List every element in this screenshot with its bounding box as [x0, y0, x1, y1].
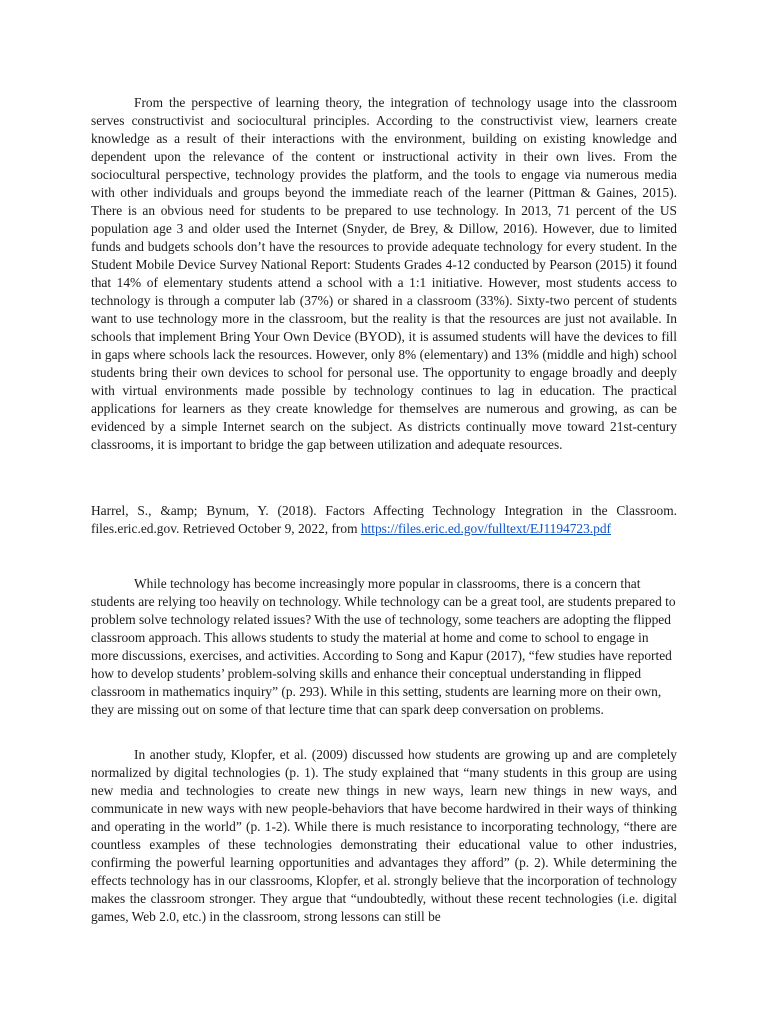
- reference-citation: [91, 502, 677, 538]
- body-paragraph-learning-theory: From the perspective of learning theory, the integration of technology usage into the classroom serves constructivist and sociocultural principles. According to the constructivist view, learners create knowledge as a result of their interactions with the environment, building on existing knowledge and dependent upon the relevance of the content or instructional activity in their own lives. From the sociocultural perspective, technology provides the platform, and the tools to engage via numerous media with other individuals and groups beyond the immediate reach of the learner (Pittman & Gaines, 2015). There is an obvious need for students to be prepared to use technology. In 2013, 71 percent of the US population age 3 and older used the Internet (Snyder, de Brey, & Dillow, 2016). However, due to limited funds and budgets schools don’t have the resources to provide adequate technology for every student. In the Student Mobile Device Survey National Report: Students Grades 4-12 conducted by Pearson (2015) it found that 14% of elementary students attend a school with a 1:1 initiative. However, most students access to technology is through a computer lab (37%) or shared in a classroom (33%). Sixty-two percent of students want to use technology more in the classroom, but the reality is that the resources are just not available. In schools that implement Bring Your Own Device (BYOD), it is assumed students will have the devices to fill in gaps where schools lack the resources. However, only 8% (elementary) and 13% (middle and high) school students bring their own devices to school for personal use. The opportunity to engage broadly and deeply with virtual environments made possible by technology continues to lag in education. The practical applications for learners as they create knowledge for themselves are numerous and growing, as can be evidenced by a simple Internet search on the subject. As districts continually move toward 21st-century classrooms, it is important to bridge the gap between utilization and adequate resources.: [91, 95, 677, 452]
- body-paragraph-flipped-classroom: While technology has become increasingly more popular in classrooms, there is a concern that students are relying too heavily on technology. While technology can be a great tool, are students prepared to problem solve technology related issues? With the use of technology, some teachers are adopting the flipped classroom approach. This allows students to study the material at home and come to school to engage in more discussions, exercises, and activities. According to Song and Kapur (2017), “few studies have reported how to develop students’ problem-solving skills and enhance their conceptual understanding in flipped classroom in mathematics inquiry” (p. 293). While in this setting, students are learning more on their own, they are missing out on some of that lecture time that can spark deep conversation on problems.: [91, 576, 676, 717]
- body-paragraph-klopfer-study: In another study, Klopfer, et al. (2009) discussed how students are growing up and are completely normalized by digital technologies (p. 1). The study explained that “many students in this group are using new media and technologies to create new things in new ways, learn new things in new ways, and communicate in new ways with new people-behaviors that have become hardwired in their ways of thinking and operating in the world” (p. 1-2). While there is much resistance to incorporating technology, “there are countless examples of these technologies demonstrating their educational value to other industries, confirming the powerful learning opportunities and advantages they afford” (p. 2). While determining the effects technology has in our classrooms, Klopfer, et al. strongly believe that the incorporation of technology makes the classroom stronger. They argue that “undoubtedly, without these recent technologies (i.e. digital games, Web 2.0, etc.) in the classroom, strong lessons can still be: [91, 747, 677, 924]
- citation-text: Harrel, S., &amp; Bynum, Y. (2018). Factors Affecting Technology Integration in the Classroom. files.eric.ed.gov. Retrieved October 9, 2022, from: [91, 503, 677, 536]
- citation-link[interactable]: https://files.eric.ed.gov/fulltext/EJ1194723.pdf: [360, 521, 612, 536]
